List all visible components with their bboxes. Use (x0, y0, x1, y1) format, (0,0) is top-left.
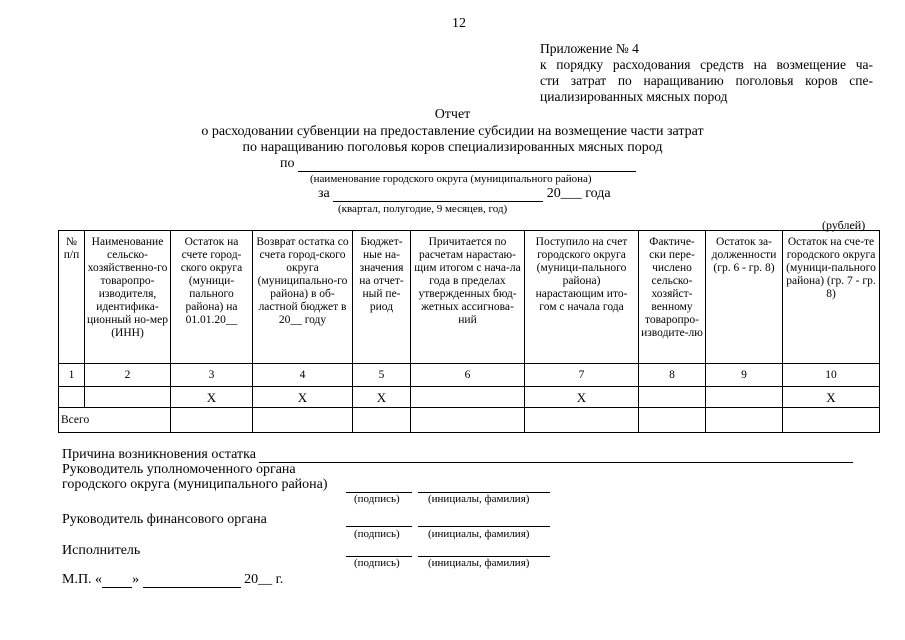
municipality-hint: (наименование городского округа (муниципального района) (310, 173, 592, 185)
column-header: Остаток за-долженности (гр. 6 - гр. 8) (706, 231, 783, 364)
column-number: 10 (783, 364, 880, 387)
column-number: 3 (171, 364, 253, 387)
column-header: Возврат остатка со счета город-ского округа (муниципально-го района) в об-ластной бюджет в 20__ году (253, 231, 353, 364)
table-cell[interactable] (783, 408, 880, 433)
stamp-date-line (62, 572, 283, 588)
total-row (59, 408, 880, 433)
appendix-line: сти затрат по наращиванию поголовья коров спе- (540, 73, 873, 88)
month-field[interactable] (143, 574, 241, 588)
executor-label: Исполнитель (62, 543, 141, 558)
reason-field[interactable] (259, 449, 853, 463)
total-label: Всего (59, 408, 171, 433)
report-subtitle: по наращиванию поголовья коров специализированных мясных пород (242, 140, 663, 155)
signature-caption: (подпись) (354, 493, 400, 505)
period-hint: (квартал, полугодие, 9 месяцев, год) (338, 203, 508, 215)
municipality-field[interactable] (298, 158, 636, 172)
column-header: Остаток на счете город-ского округа (муници-пального района) на 01.01.20__ (171, 231, 253, 364)
column-header: № п/п (59, 231, 85, 364)
report-title: Отчет (434, 107, 471, 122)
mp-year: 20__ г. (244, 572, 284, 587)
initials-field[interactable] (418, 526, 550, 527)
signature-caption: (подпись) (354, 528, 400, 540)
column-number: 4 (253, 364, 353, 387)
initials-caption: (инициалы, фамилия) (428, 493, 530, 505)
initials-caption: (инициалы, фамилия) (428, 528, 530, 540)
report-subtitle: о расходовании субвенции на предоставление субсидии на возмещение части затрат (201, 124, 704, 139)
mp-mid: » (132, 572, 140, 587)
table-cell[interactable] (525, 408, 639, 433)
appendix-title: Приложение № 4 (540, 41, 639, 56)
table-cell[interactable]: X (353, 387, 411, 408)
page-number: 12 (452, 16, 466, 31)
table-cell[interactable] (171, 408, 253, 433)
column-number-row (59, 364, 880, 387)
column-header: Фактиче-ски пере-числено сельско-хозяйст-венному товаропро-изводите-лю (639, 231, 706, 364)
reason-label: Причина возникновения остатка (62, 447, 256, 462)
appendix-line: циализированных мясных пород (540, 89, 728, 104)
table-cell[interactable] (59, 387, 85, 408)
signature-field[interactable] (346, 526, 412, 527)
po-line (280, 156, 636, 172)
za-prefix: за (318, 186, 330, 201)
table-cell[interactable]: X (171, 387, 253, 408)
head-title-line2 (62, 477, 328, 493)
table-cell[interactable] (639, 387, 706, 408)
signature-caption: (подпись) (354, 557, 400, 569)
period-field[interactable] (333, 188, 543, 202)
column-number: 6 (411, 364, 525, 387)
column-number: 2 (85, 364, 171, 387)
column-number: 8 (639, 364, 706, 387)
column-number: 9 (706, 364, 783, 387)
table-cell[interactable] (639, 408, 706, 433)
table-cell[interactable] (706, 408, 783, 433)
column-header: Остаток на сче-те городского округа (муници-пального района) (гр. 7 - гр. 8) (783, 231, 880, 364)
table-cell[interactable] (253, 408, 353, 433)
table-cell[interactable]: X (525, 387, 639, 408)
day-field[interactable] (102, 574, 132, 588)
column-number: 1 (59, 364, 85, 387)
mp-prefix: М.П. « (62, 572, 103, 587)
head-title-line1: Руководитель уполномоченного органа (62, 462, 296, 477)
finance-head-label: Руководитель финансового органа (62, 512, 267, 527)
column-number: 7 (525, 364, 639, 387)
reason-line (62, 447, 853, 463)
period-year: 20___ года (546, 186, 611, 201)
units-label: (рублей) (822, 218, 866, 232)
column-header: Причитается по расчетам нарастаю-щим итогом с нача-ла года в пределах утвержденных бюд-жетных ассигнова-ний (411, 231, 525, 364)
column-header: Бюджет-ные на-значения на отчет-ный пе-риод (353, 231, 411, 364)
column-number: 5 (353, 364, 411, 387)
column-header: Поступило на счет городского округа (муници-пального района) нарастающим ито-гом с начала года (525, 231, 639, 364)
table-header-row (59, 231, 880, 364)
table-cell[interactable]: X (783, 387, 880, 408)
table-cell[interactable] (706, 387, 783, 408)
appendix-header (540, 41, 873, 105)
table-cell[interactable] (411, 387, 525, 408)
table-row (59, 387, 880, 408)
period-line (318, 186, 611, 202)
table-cell[interactable] (85, 387, 171, 408)
po-prefix: по (280, 156, 295, 171)
report-table (58, 230, 880, 433)
table-cell[interactable]: X (253, 387, 353, 408)
column-header: Наименование сельско-хозяйственно-го товаропро-изводителя, идентифика-ционный но-мер (ИНН) (85, 231, 171, 364)
table-cell[interactable] (411, 408, 525, 433)
initials-caption: (инициалы, фамилия) (428, 557, 530, 569)
head-title-label: городского округа (муниципального района) (62, 477, 328, 492)
table-cell[interactable] (353, 408, 411, 433)
appendix-line: к порядку расходования средств на возмещение ча- (540, 57, 873, 72)
